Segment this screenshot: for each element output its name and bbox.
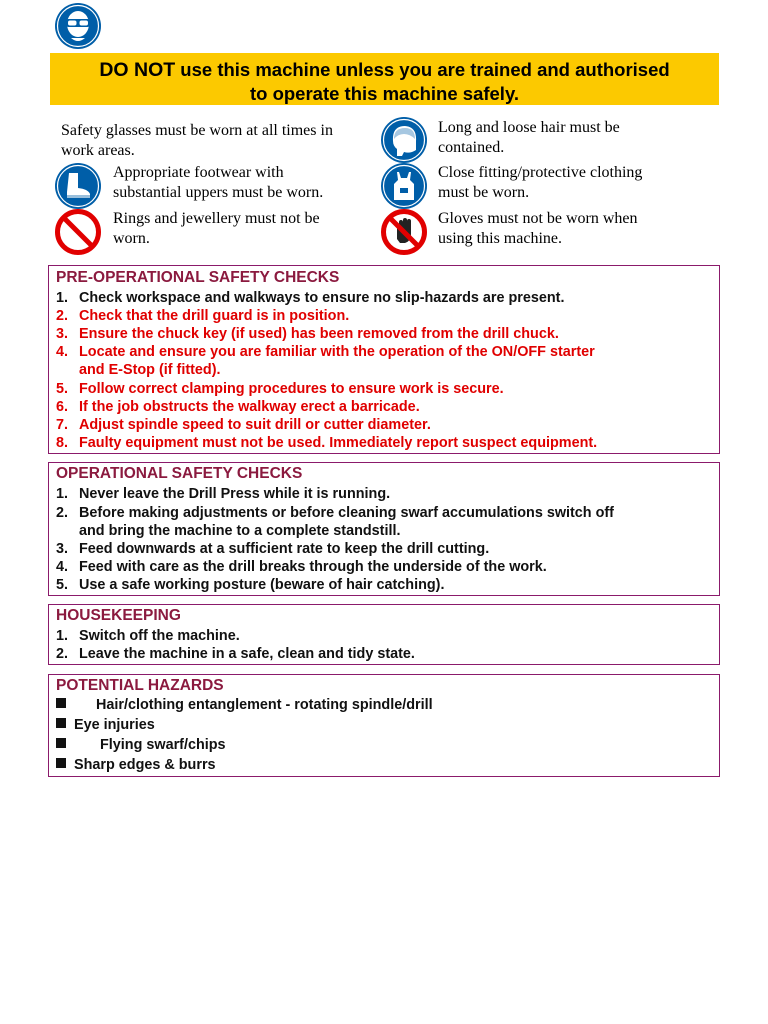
list-item bbox=[56, 576, 444, 594]
banner-text-1: use this machine unless you are trained and authorised bbox=[175, 59, 670, 80]
ppe-footwear-line-1: Appropriate footwear with bbox=[113, 164, 284, 181]
hazard-text: Flying swarf/chips bbox=[100, 737, 226, 753]
ppe-glasses-text bbox=[61, 121, 333, 161]
ppe-rings-text bbox=[113, 209, 320, 249]
item-text: Before making adjustments or before cleaning swarf accumulations switch off bbox=[79, 505, 614, 521]
hair-contained-icon bbox=[380, 116, 428, 164]
list-item-continuation bbox=[56, 361, 220, 379]
banner-line-1 bbox=[50, 58, 719, 82]
no-jewellery-icon bbox=[54, 208, 102, 256]
list-item bbox=[56, 380, 504, 398]
ppe-glasses-line-1: Safety glasses must be worn at all times in bbox=[61, 122, 333, 139]
list-item bbox=[56, 307, 349, 325]
hazard-item bbox=[56, 756, 216, 774]
item-number: 1. bbox=[56, 486, 69, 502]
item-number: 5. bbox=[56, 381, 69, 397]
ppe-hair-line-1: Long and loose hair must be bbox=[438, 119, 620, 136]
item-number: 3. bbox=[56, 326, 69, 342]
item-text: and bring the machine to a complete standstill. bbox=[79, 523, 401, 539]
hazard-text: Eye injuries bbox=[74, 717, 155, 733]
item-text: Ensure the chuck key (if used) has been removed from the drill chuck. bbox=[79, 326, 559, 342]
hazard-text: Sharp edges & burrs bbox=[74, 757, 216, 773]
safety-boot-icon bbox=[54, 162, 102, 210]
item-number: 3. bbox=[56, 541, 69, 557]
pre-operational-checks-section bbox=[48, 265, 720, 454]
item-number: 4. bbox=[56, 559, 69, 575]
item-text: Check workspace and walkways to ensure no slip-hazards are present. bbox=[79, 290, 565, 306]
list-item bbox=[56, 343, 595, 361]
bullet-icon bbox=[56, 758, 66, 768]
item-number: 2. bbox=[56, 505, 69, 521]
item-text: Switch off the machine. bbox=[79, 628, 240, 644]
warning-banner bbox=[50, 53, 719, 105]
ppe-gloves-text bbox=[438, 209, 638, 249]
ppe-rings-line-2: worn. bbox=[113, 230, 150, 247]
list-item-continuation bbox=[56, 522, 400, 540]
list-item bbox=[56, 558, 547, 576]
hazard-text: Hair/clothing entanglement - rotating spindle/drill bbox=[96, 697, 433, 713]
item-number: 5. bbox=[56, 577, 69, 593]
ppe-rings-line-1: Rings and jewellery must not be bbox=[113, 210, 320, 227]
list-item bbox=[56, 627, 240, 645]
list-item bbox=[56, 434, 597, 452]
hazard-item bbox=[56, 736, 226, 754]
item-number: 2. bbox=[56, 308, 69, 324]
item-number: 4. bbox=[56, 344, 69, 360]
banner-keyword: DO NOT bbox=[99, 59, 176, 81]
housekeeping-section bbox=[48, 604, 720, 665]
list-item bbox=[56, 416, 431, 434]
hazard-item bbox=[56, 696, 433, 714]
no-gloves-icon bbox=[380, 208, 428, 256]
item-number: 2. bbox=[56, 646, 69, 662]
protective-apron-icon bbox=[380, 162, 428, 210]
item-text: and E-Stop (if fitted). bbox=[79, 362, 221, 378]
item-text: Never leave the Drill Press while it is running. bbox=[79, 486, 391, 502]
ppe-clothing-text bbox=[438, 163, 642, 203]
list-item bbox=[56, 645, 415, 663]
item-text: Leave the machine in a safe, clean and tidy state. bbox=[79, 646, 415, 662]
bullet-icon bbox=[56, 738, 66, 748]
item-number: 1. bbox=[56, 290, 69, 306]
safety-glasses-icon bbox=[54, 2, 102, 50]
list-item bbox=[56, 540, 489, 558]
ppe-clothing-line-2: must be worn. bbox=[438, 184, 530, 201]
item-number: 1. bbox=[56, 628, 69, 644]
item-text: Locate and ensure you are familiar with the operation of the ON/OFF starter bbox=[79, 344, 595, 360]
item-number: 6. bbox=[56, 399, 69, 415]
ppe-gloves-line-2: using this machine. bbox=[438, 230, 562, 247]
banner-line-2: to operate this machine safely. bbox=[249, 83, 520, 104]
item-text: Check that the drill guard is in position. bbox=[79, 308, 350, 324]
list-item bbox=[56, 485, 390, 503]
item-number: 7. bbox=[56, 417, 69, 433]
list-item bbox=[56, 289, 564, 307]
list-item bbox=[56, 504, 614, 522]
item-text: Feed with care as the drill breaks through the underside of the work. bbox=[79, 559, 547, 575]
item-text: Adjust spindle speed to suit drill or cutter diameter. bbox=[79, 417, 431, 433]
item-number: 8. bbox=[56, 435, 69, 451]
operational-checks-title: OPERATIONAL SAFETY CHECKS bbox=[56, 465, 303, 482]
list-item bbox=[56, 325, 559, 343]
ppe-hair-text bbox=[438, 118, 620, 158]
bullet-icon bbox=[56, 718, 66, 728]
housekeeping-title: HOUSEKEEPING bbox=[56, 607, 181, 624]
potential-hazards-section bbox=[48, 674, 720, 777]
ppe-footwear-text bbox=[113, 163, 323, 203]
list-item bbox=[56, 398, 420, 416]
item-text: Follow correct clamping procedures to ensure work is secure. bbox=[79, 381, 504, 397]
bullet-icon bbox=[56, 698, 66, 708]
item-text: Use a safe working posture (beware of hair catching). bbox=[79, 577, 445, 593]
operational-checks-section bbox=[48, 462, 720, 596]
pre-operational-checks-title: PRE-OPERATIONAL SAFETY CHECKS bbox=[56, 269, 340, 286]
item-text: If the job obstructs the walkway erect a barricade. bbox=[79, 399, 420, 415]
ppe-footwear-line-2: substantial uppers must be worn. bbox=[113, 184, 324, 201]
item-text: Feed downwards at a sufficient rate to keep the drill cutting. bbox=[79, 541, 490, 557]
ppe-hair-line-2: contained. bbox=[438, 139, 505, 156]
ppe-gloves-line-1: Gloves must not be worn when bbox=[438, 210, 638, 227]
potential-hazards-title: POTENTIAL HAZARDS bbox=[56, 677, 224, 694]
item-text: Faulty equipment must not be used. Immediately report suspect equipment. bbox=[79, 435, 598, 451]
ppe-glasses-line-2: work areas. bbox=[61, 142, 135, 159]
ppe-clothing-line-1: Close fitting/protective clothing bbox=[438, 164, 643, 181]
hazard-item bbox=[56, 716, 155, 734]
